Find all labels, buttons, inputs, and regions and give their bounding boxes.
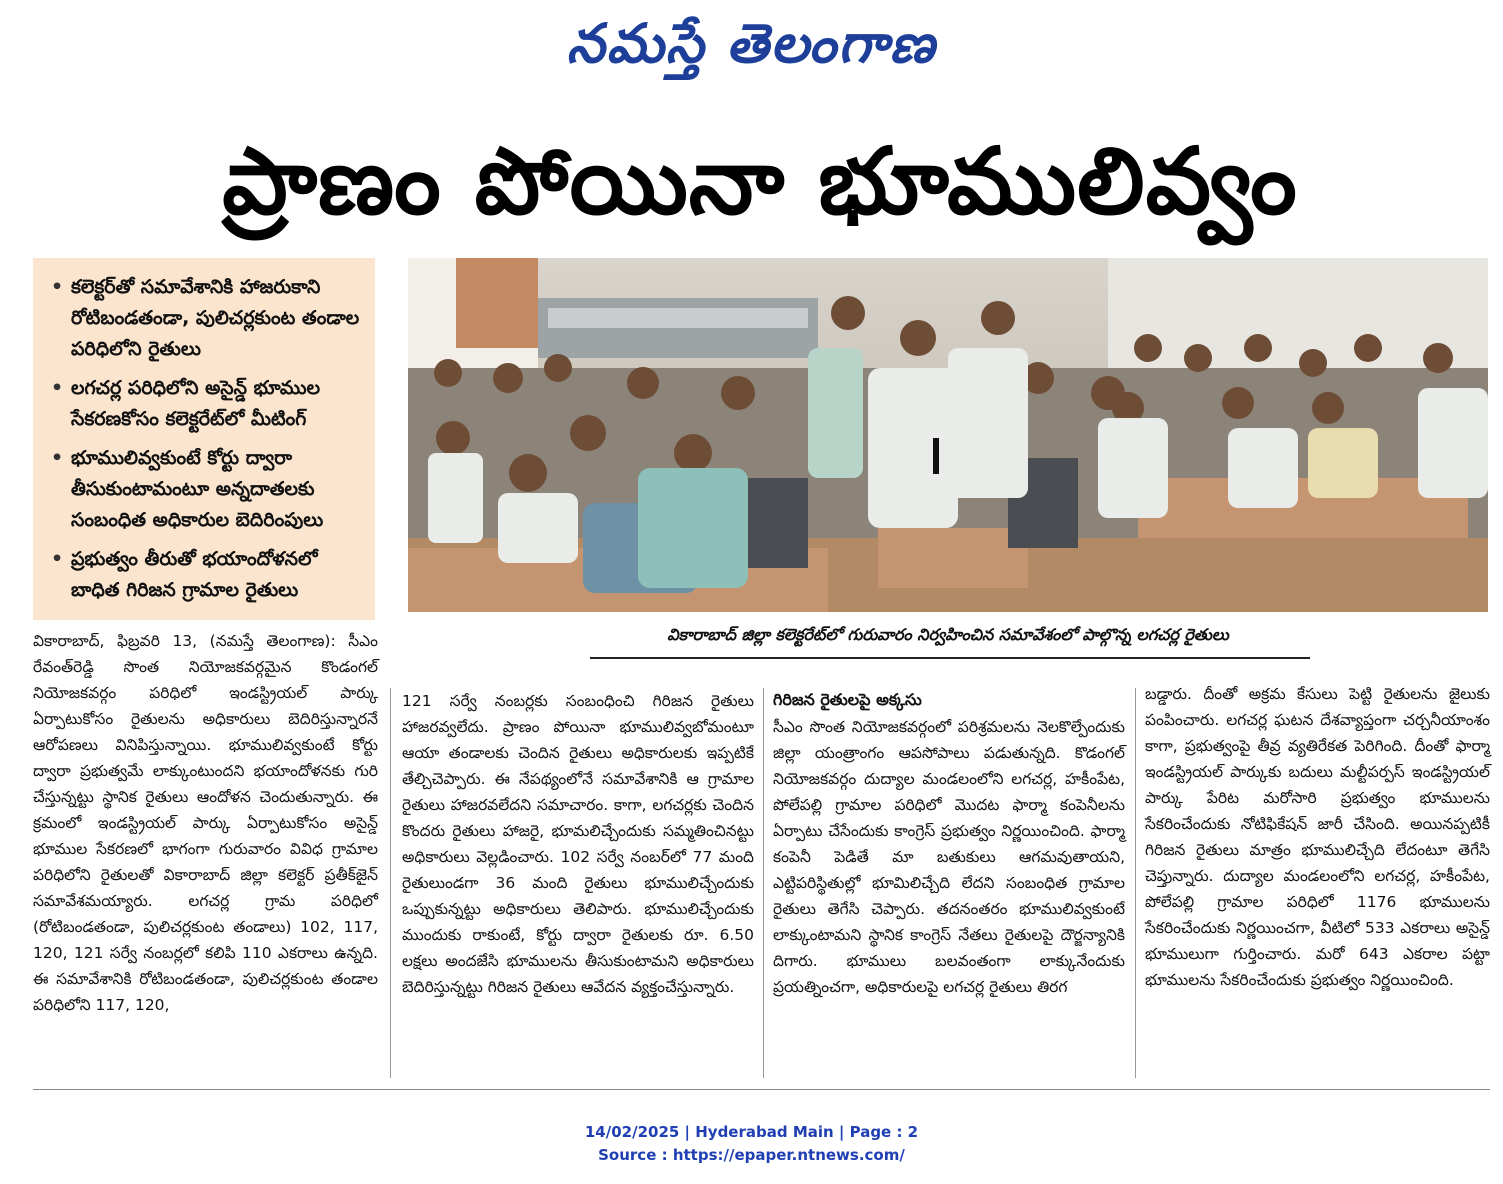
highlight-text: భూములివ్వకుంటే కోర్టు ద్వారా తీసుకుంటామంటూ అన్నదాతలకు సంబంధిత అధికారుల బెదిరింపులు (71, 447, 324, 531)
column-divider (390, 688, 391, 1078)
highlight-item (51, 443, 365, 536)
article-paragraph: వికారాబాద్, ఫిబ్రవరి 13, (నమస్తే తెలంగాణ): సీఎం రేవంత్‌రెడ్డి సొంత నియోజకవర్గమైన కొండంగల్ నియోజకవర్గం పరిధిలో ఇండస్ట్రియల్ పార్కు ఏర్పాటుకోసం రైతులను అధికారులు బెదిరిస్తున్నారనే ఆరోపణలు వినిపిస్తున్నాయి. భూములివ్వకుంటే కోర్టు ద్వారా ప్రభుత్వమే లాక్కుంటుందని భయాందోళనకు గురి చేస్తున్నట్టు స్థానిక రైతులు ఆందోళన చెందుతున్నారు. ఈ క్రమంలో ఇండస్ట్రియల్ పార్కు ఏర్పాటుకోసం అసైన్డ్ భూముల సేకరణలో భాగంగా గురువారం వివిధ గ్రామాల పరిధిలోని రైతులతో వికారాబాద్ జిల్లా కలెక్టర్ ప్రతీక్‌జైన్ సమావేశమయ్యారు. లగచర్ల గ్రామ పరిధిలో (రోటిబండతండా, పులిచర్లకుంట తండాలు) 102, 117, 120, 121 సర్వే నంబర్లలో కలిపి 110 ఎకరాలు ఉన్నది. ఈ సమావేశానికి రోటిబండతండా, పులిచర్లకుంట తండాల పరిధిలోని 117, 120, (33, 632, 378, 1014)
highlight-item (51, 272, 365, 365)
footer-date-edition: 14/02/2025 | Hyderabad Main | Page : 2 (584, 1123, 919, 1141)
highlights-box (33, 258, 375, 620)
highlight-text: లగచర్ల పరిధిలోని అసైన్డ్ భూముల సేకరణకోసం కలెక్టరేట్‌లో మీటింగ్ (71, 377, 321, 430)
highlight-item (51, 373, 365, 435)
article-column-4 (1145, 681, 1490, 993)
photo-caption: వికారాబాద్ జిల్లా కలెక్టరేట్‌లో గురువారం నిర్వహించిన సమావేశంలో పాల్గొన్న లగచర్ల రైతులు (667, 625, 1229, 644)
article-paragraph: బడ్డారు. దీంతో అక్రమ కేసులు పెట్టి రైతులను జైలుకు పంపించారు. లగచర్ల ఘటన దేశవ్యాప్తంగా చర్చనీయాంశం కాగా, ప్రభుత్వంపై తీవ్ర వ్యతిరేకత పెరిగింది. దీంతో ఫార్మా ఇండస్ట్రియల్ పార్కుకు బదులు మల్టీపర్పస్ ఇండస్ట్రియల్ పార్కు పేరిట మరోసారి ప్రభుత్వం భూములను సేకరించేందుకు నోటిఫికేషన్ జారీ చేసింది. అయినప్పటికీ గిరిజన రైతులు మాత్రం భూములిచ్చేది లేదంటూ తెగేసి చెప్తున్నారు. దుద్యాల మండలంలోని లగచర్ల, హకీంపేట, పోలేపల్లి గ్రామాల పరిధిలో 1176 భూములను సేకరించేందుకు నిర్ణయించగా, వీటిలో 533 ఎకరాలు అసైన్డ్ భూములుగా గుర్తించారు. మరో 643 ఎకరాల పట్టా భూములను సేకరించేందుకు ప్రభుత్వం నిర్ణయించింది. (1145, 685, 1490, 989)
masthead-logo: నమస్తే తెలంగాణ (566, 11, 937, 75)
headline: ప్రాణం పోయినా భూములివ్వం (222, 128, 1298, 235)
news-photo (408, 258, 1488, 612)
article-column-1 (33, 628, 378, 1018)
page-bottom-rule (33, 1089, 1490, 1090)
bullet-icon: • (51, 548, 64, 570)
article-column-2 (402, 688, 754, 1000)
bullet-icon: • (51, 377, 64, 399)
bullet-icon: • (51, 276, 64, 298)
meeting-photo-illustration (408, 258, 1488, 612)
section-subheading: గిరిజన రైతులపై అక్కసు (773, 690, 922, 709)
article-paragraph: సీఎం సొంత నియోజకవర్గంలో పరిశ్రమలను నెలకొల్పేందుకు జిల్లా యంత్రాంగం ఆపసోపాలు పడుతున్నది. కొడంగల్ నియోజకవర్గం దుద్యాల మండలంలోని లగచర్ల, హకీంపేట, పోలేపల్లి గ్రామాల పరిధిలో మొదట ఫార్మా కంపెనీలను ఏర్పాటు చేసేందుకు కాంగ్రెస్ ప్రభుత్వం నిర్ణయించింది. ఫార్మా కంపెనీ పెడితే మా బతుకులు ఆగమవుతాయని, ఎట్టిపరిస్థితుల్లో భూమిలిచ్చేది లేదని సంబంధిత గ్రామాల రైతులు తెగేసి చెప్పారు. తదనంతరం భూములివ్వకుంటే లాక్కుంటామని స్థానిక కాంగ్రెస్ నేతలు రైతులపై దౌర్జన్యానికి దిగారు. భూములు బలవంతంగా లాక్కునేందుకు ప్రయత్నించగా, అధికారులపై లగచర్ల రైతులు తిరగ (773, 718, 1125, 996)
article-column-3 (773, 688, 1125, 1000)
column-divider (763, 688, 764, 1078)
highlight-text: కలెక్టర్‌తో సమావేశానికి హాజరుకాని రోటిబండతండా, పులిచర్లకుంట తండాల పరిధిలోని రైతులు (71, 276, 360, 360)
footer-source-link[interactable]: Source : https://epaper.ntnews.com/ (598, 1146, 905, 1164)
article-paragraph: 121 సర్వే నంబర్లకు సంబంధించి గిరిజన రైతులు హాజరవ్వలేదు. ప్రాణం పోయినా భూములివ్వబోమంటూ ఆయా తండాలకు చెందిన రైతులు అధికారులకు ఇప్పటికే తేల్చిచెప్పారు. ఈ నేపథ్యంలోనే సమావేశానికి ఆ గ్రామాల రైతులు హాజరవలేదని సమాచారం. కాగా, లగచర్లకు చెందిన కొందరు రైతులు హాజరై, భూమలిచ్చేందుకు సమ్మతించినట్టు అధికారులు వెల్లడించారు. 102 సర్వే నంబర్‌లో 77 మంది రైతులుండగా 36 మంది రైతులు భూములిచ్చేందుకు ఒప్పుకున్నట్టు అధికారులు తెలిపారు. భూములిచ్చేందుకు ముందుకు రాకుంటే, కోర్టు ద్వారా రైతులకు రూ. 6.50 లక్షలు అందజేసి భూములను తీసుకుంటామని అధికారులు బెదిరిస్తున్నట్టు గిరిజన రైతులు ఆవేదన వ్యక్తంచేస్తున్నారు. (402, 692, 754, 996)
highlight-item (51, 544, 365, 606)
highlight-text: ప్రభుత్వం తీరుతో భయాందోళనలో బాధిత గిరిజన గ్రామాల రైతులు (71, 548, 318, 601)
column-divider (1135, 688, 1136, 1078)
bullet-icon: • (51, 447, 64, 469)
caption-underline (590, 657, 1310, 659)
